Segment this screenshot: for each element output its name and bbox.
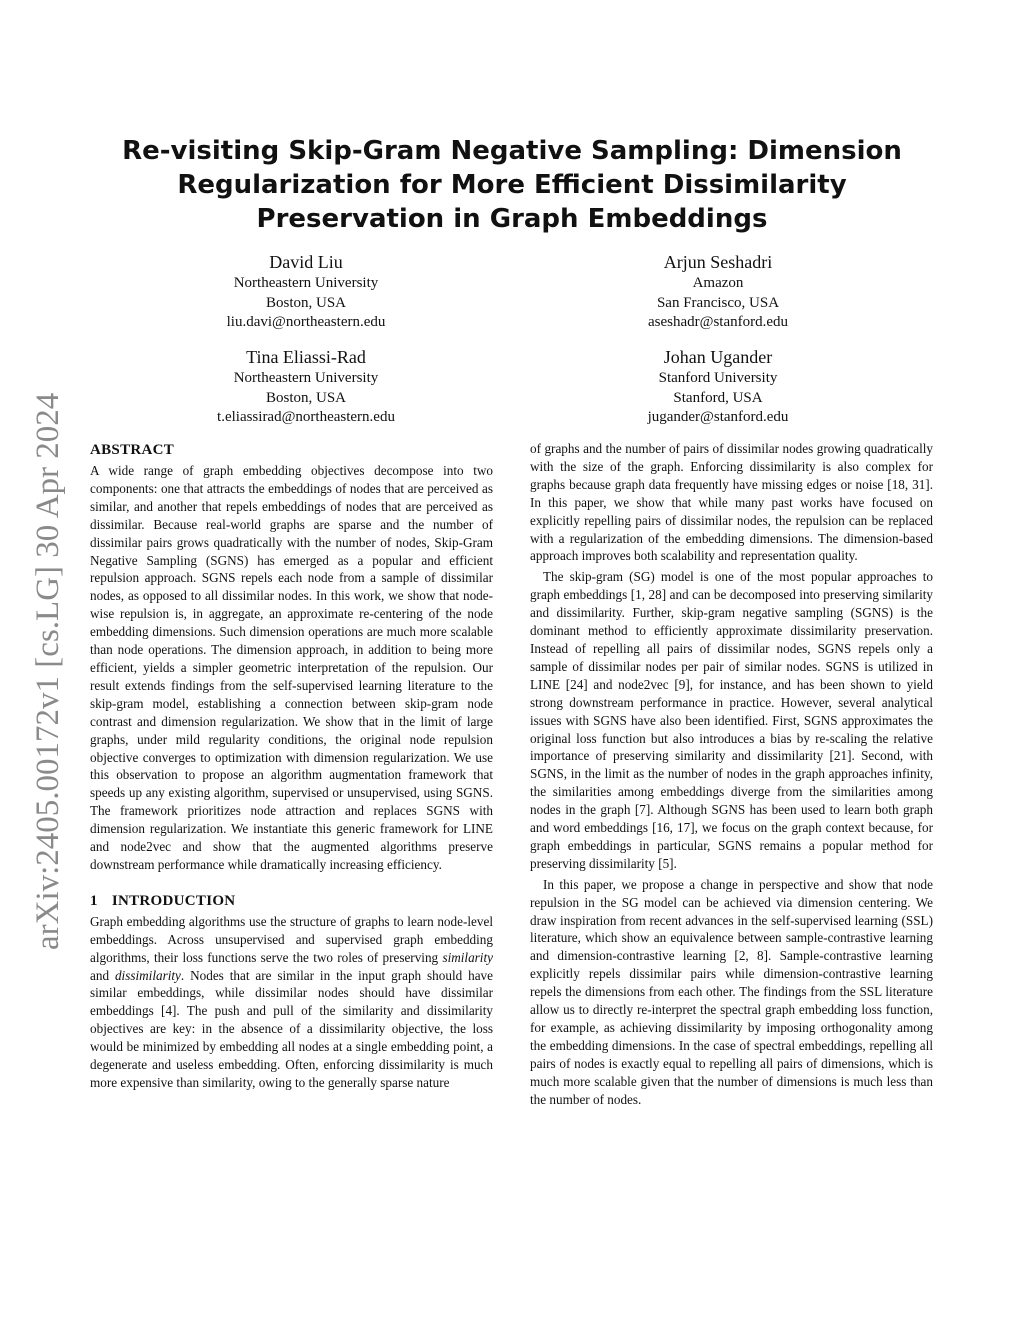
author-affiliation: Amazon xyxy=(692,275,744,291)
author-name: Arjun Seshadri xyxy=(663,252,773,272)
author-block-4 xyxy=(612,346,824,428)
author-email: jugander@stanford.edu xyxy=(647,409,789,425)
intro-paragraph-3: In this paper, we propose a change in perspective and show that node repulsion in the SG model can be achieved via dimension centering. We draw inspiration from recent advances in the self-supervised learning (SSL) literature, which show an equivalence between sample-contrastive learning and dimension-contrastive learning [2, 8]. Sample-contrastive learning explicitly repels dissimilar pairs while dimension-contrastive learning repels the dimensions from each other. The findings from the SSL literature allow us to directly re-interpret the spectral graph embedding loss function, for example, as achieving dissimilarity by imposing orthogonality among the embedding dimensions. In the case of spectral embeddings, repelling all pairs of nodes is exactly equal to repelling all pairs of dimensions, which is much more scalable given that the number of dimensions is much less than the number of nodes. xyxy=(530,876,933,1107)
intro-paragraph-1-continued: of graphs and the number of pairs of dissimilar nodes growing quadratically with the size of the graph. Enforcing dissimilarity is also complex for graphs because graph data frequently have missing edges or noise [18, 31]. In this paper, we show that while many past works have focused on explicitly repelling pairs of dissimilar nodes, the repulsion can be replaced with a regularization of the embedding dimensions. The dimension-based approach improves both scalability and representation quality. xyxy=(530,441,933,564)
intro-paragraph-1 xyxy=(90,913,493,1092)
abstract-text: A wide range of graph embedding objectives decompose into two components: one that attracts the embeddings of nodes that are perceived as similar, and another that repels embeddings of nodes that are perceived as dissimilar. Because real-world graphs are sparse and the number of dissimilar pairs grows quadratically with the number of nodes, Skip-Gram Negative Sampling (SGNS) has emerged as a popular and efficient repulsion approach. SGNS repels each node from a sample of dissimilar nodes, as opposed to all dissimilar nodes. In this work, we show that node-wise repulsion is, in aggregate, an approximate re-centering of the node embedding dimensions. Such dimension operations are much more scalable than node operations. The dimension approach, in addition to being more efficient, yields a simpler geometric interpretation of the repulsion. Our result extends findings from the self-supervised learning literature to the skip-gram model, establishing a connection between skip-gram node contrast and dimension regularization. We show that in the limit of large graphs, under mild regularity conditions, the original node repulsion objective converges to optimization with dimension regularization. We use this observation to propose an algorithm augmentation framework that speeds up any existing algorithm, supervised or unsupervised, using SGNS. The framework prioritizes node attraction and replaces SGNS with dimension regularization. We instantiate this generic framework for LINE and node2vec and show that the augmented algorithms preserve downstream performance while dramatically increasing efficiency. xyxy=(90,463,493,872)
author-location: Stanford, USA xyxy=(673,389,763,406)
author-email: liu.davi@northeastern.edu xyxy=(226,314,386,330)
author-affiliation: Northeastern University xyxy=(233,370,379,386)
intro-emphasis-dissimilarity: dissimilarity xyxy=(114,967,181,983)
intro-text: . Nodes that are similar in the input graph should have similar embeddings, while dissimilar nodes should have dissimilar embeddings [4]. The push and pull of the similarity and dissimilarity objectives are key: in the absence of a dissimilarity objective, the loss would be minimized by embedding all nodes at a single embedding point, a degenerate and useless embedding. Often, enforcing dissimilarity is much more expensive than similarity, owing to the generally sparse nature xyxy=(90,967,494,1090)
author-email: t.eliassirad@northeastern.edu xyxy=(217,409,395,425)
author-name: Johan Ugander xyxy=(663,347,773,367)
author-location: San Francisco, USA xyxy=(656,294,780,311)
author-location: Boston, USA xyxy=(265,389,347,406)
author-affiliation: Stanford University xyxy=(658,370,778,386)
author-block-1 xyxy=(200,251,412,333)
section-number: 1 xyxy=(90,892,98,909)
abstract-heading: ABSTRACT xyxy=(90,442,175,458)
arxiv-stamp: arXiv:2405.00172v1 [cs.LG] 30 Apr 2024 xyxy=(30,392,66,950)
author-email: aseshadr@stanford.edu xyxy=(647,314,789,330)
author-affiliation: Northeastern University xyxy=(233,275,379,291)
intro-text: Graph embedding algorithms use the structure of graphs to learn node-level embeddings. Across unsupervised and supervised graph embedding algorithms, their loss functions serve the two roles of preserving xyxy=(90,913,493,965)
intro-paragraph-2: The skip-gram (SG) model is one of the most popular approaches to graph embeddings [1, 28] and can be decomposed into preserving similarity and dissimilarity. Further, skip-gram negative sampling (SGNS) is the dominant method to efficiently approximate dissimilarity preservation. Instead of repelling all pairs of dissimilar nodes, SGNS repels only a sample of dissimilar nodes per pair of similar nodes. SGNS is utilized in LINE [24] and node2vec [9], for instance, and has been shown to yield strong downstream performance in practice. However, several analytical issues with SGNS have also been identified. First, SGNS approximates the original loss function but also introduces a bias by re-scaling the relative importance of preserving similarity and dissimilarity [21]. Second, with SGNS, in the limit as the number of nodes in the graph approaches infinity, the similarities among embeddings diverge from the similarities among nodes in the graph [7]. Although SGNS has been used to learn both graph and word embeddings [16, 17], we focus on the graph context because, for graph embeddings in particular, SGNS remains a popular method for preserving dissimilarity [5]. xyxy=(530,569,933,871)
paper-title: Re-visiting Skip-Gram Negative Sampling: Dimension Regularization for More Efficient Dissimilarity Preservation in Graph Embeddings xyxy=(122,136,902,234)
author-block-2 xyxy=(612,251,824,333)
author-name: Tina Eliassi-Rad xyxy=(246,347,366,367)
author-name: David Liu xyxy=(269,252,343,272)
intro-text: and xyxy=(90,967,115,983)
introduction-heading xyxy=(90,891,493,911)
author-location: Boston, USA xyxy=(265,294,347,311)
right-column xyxy=(530,440,933,1109)
author-block-3 xyxy=(190,346,422,428)
intro-emphasis-similarity: similarity xyxy=(442,949,493,965)
section-title: INTRODUCTION xyxy=(111,892,236,909)
left-column xyxy=(90,440,493,1092)
